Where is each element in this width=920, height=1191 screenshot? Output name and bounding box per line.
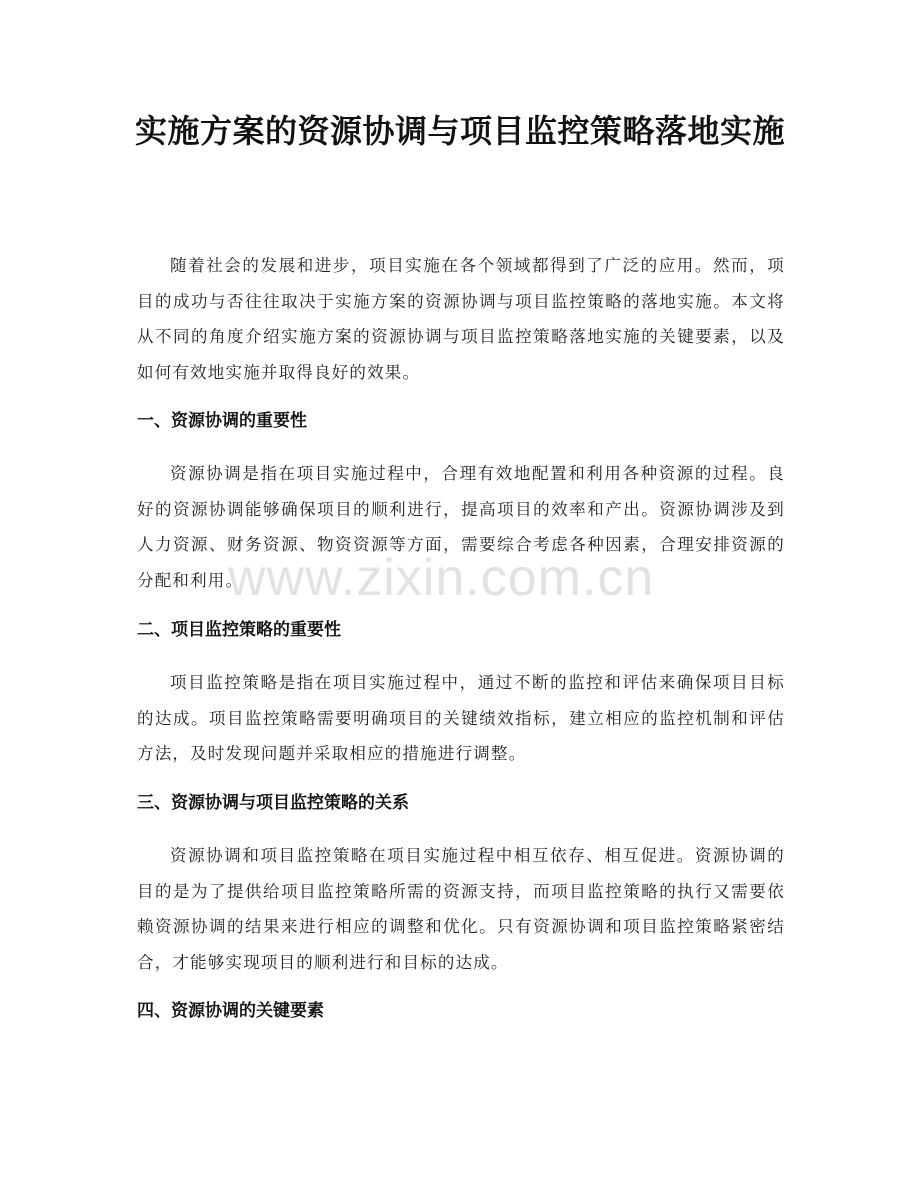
watermark: www.zixin.com.cn xyxy=(228,549,655,607)
intro-paragraph: 随着社会的发展和进步，项目实施在各个领域都得到了广泛的应用。然而，项目的成功与否往往取决于实施方案的资源协调与项目监控策略的落地实施。本文将从不同的角度介绍实施方案的资源协调与项目监控策略落地实施的关键要素，以及如何有效地实施并取得良好的效果。 xyxy=(137,256,785,382)
section-body-3: 资源协调和项目监控策略在项目实施过程中相互依存、相互促进。资源协调的目的是为了提供给项目监控策略所需的资源支持，而项目监控策略的执行又需要依赖资源协调的结果来进行相应的调整和优化。只有资源协调和项目监控策略紧密结合，才能够实现项目的顺利进行和目标的达成。 xyxy=(137,846,785,972)
page-title: 实施方案的资源协调与项目监控策略落地实施 xyxy=(134,112,785,150)
section-heading-1: 一、资源协调的重要性 xyxy=(137,411,307,431)
section-body-1: 资源协调是指在项目实施过程中，合理有效地配置和利用各种资源的过程。良好的资源协调能够确保项目的顺利进行，提高项目的效率和产出。资源协调涉及到人力资源、财务资源、物资资源等方面，需要综合考虑各种因素，合理安排资源的分配和利用。 xyxy=(137,464,785,590)
section-body-2: 项目监控策略是指在项目实施过程中，通过不断的监控和评估来确保项目目标的达成。项目监控策略需要明确项目的关键绩效指标，建立相应的监控机制和评估方法，及时发现问题并采取相应的措施进行调整。 xyxy=(137,673,785,763)
section-heading-3: 三、资源协调与项目监控策略的关系 xyxy=(137,793,409,813)
section-heading-2: 二、项目监控策略的重要性 xyxy=(137,620,341,640)
section-heading-4: 四、资源协调的关键要素 xyxy=(137,1001,324,1021)
